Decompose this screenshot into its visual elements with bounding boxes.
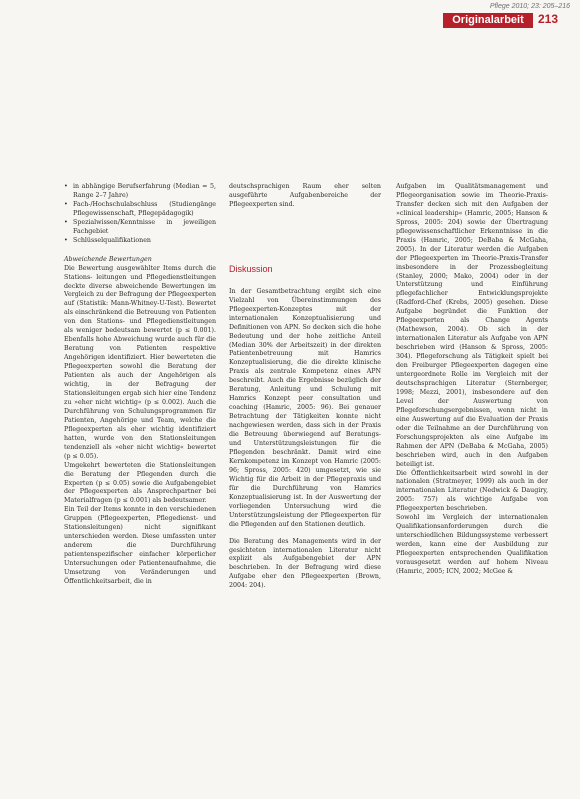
subheading-abweichende-bewertungen: Abweichende Bewertungen — [64, 255, 152, 263]
section-heading-diskussion: Diskussion — [229, 263, 273, 274]
paragraph: Aufgaben im Qualitätsmanagement und Pflegeorganisation sowie im Theorie-Praxis-Transfer decken sich mit den Aufgaben der »clinical leadership« (Hamric, 2005; Hanson & Spross, 2005: 204) sowie der Übertragung pflegewissenschaftlicher Erkenntnisse in die Praxis (Hamric, 2005; DeBaba & McGaha, 2005). In der Literatur werden die Aufgaben der Pflegeexperten im Theorie-Praxis-Transfer insbesondere in der Prozessbegleitung (Stanley, 2000; Mako, 2004) oder in der Unterstützung und Einführung pflegefachlicher Entwicklungsprojekte (Radford-Chef (Krebs, 2005) gesehen. Diese Aufgabe begründet die Funktion der Pflegeexperten als Change Agents (Mathewson, 2004). Ob sich in der internationalen Literatur als Aufgabe von APN beschrieben wird (Hanson & Spross, 2005: 304). Pflegeforschung als Tätigkeit spielt bei den Freiburger Pflegeexperten dagegen eine untergeordnete Rolle im Vergleich mit der deutschsprachigen Literatur (Sternberger, 1998; Mezzi, 2001), insbesondere auf den Level der Auswertung von Pflegeforschungsergebnissen, wenn nicht in eine Auswertung auf die Evaluation der Praxis oder die Teilnahme an der Durchführung von Forschungsprojekten als eine Aufgabe im Rahmen der APN (DeBaba & McGaha, 2005) beschrieben wird, auch in den Aufgaben beteiligt ist. — [396, 183, 548, 468]
paragraph: Umgekehrt bewerteten die Stationsleitungen die Beratung der Pflegenden durch die Experten (p ≤ 0.05) sowie die Aufgabengebiet der Pflegeexperten als Ansprechpartner bei Materialfragen (p ≤ 0.001) als bedeutsamer. — [64, 461, 216, 505]
paragraph: deutschsprachigen Raum eher selten ausgeführte Aufgabenbereiche der Pflegeexperten sind. — [229, 183, 381, 208]
paragraph: Die Öffentlichkeitsarbeit wird sowohl in der nationalen (Stratmeyer, 1999) als auch in der internationalen Literatur (Nedwick & Daugiry, 2005: 757) als wichtige Aufgabe von Pflegeexperten beschrieben. — [396, 469, 548, 513]
section-label: Originalarbeit — [452, 14, 524, 26]
column-middle — [229, 183, 381, 591]
paragraph: In der Gesamtbetrachtung ergibt sich eine Vielzahl von Übereinstimmungen des Pflegeexperten-Konzeptes mit der internationalen Konzeptualisierung und Definitionen von APN. So decken sich die hohe Bedeutung und der hohe zeitliche Anteil (Median 30% der Arbeitszeit) in der direkten Patientenbetreuung mit Hamrics Konzeptualisierung, die die direkte klinische Praxis als zentrale Kompetenz eines APN beschreibt. Auch die Ergebnisse bezüglich der Beratung, Anleitung und Schulung mit Hamrics Konzept peer consultation und coaching (Hamric, 2005: 96). Bei genauer Betrachtung der Tätigkeiten konnte nicht nachgewiesen werden, dass sich in der Praxis die Betreuung überwiegend auf Beratungs- und Unterstützungsleistungen für die Pflegenden beschränkt. Damit wird eine Kernkompetenz im Konzept von Hamric (2005: 96; Spross, 2005: 420) umgesetzt, wie sie Wichtig für die Arbeit in der Pflegepraxis und für die Durchführung von Hamrics Konzeptualisierung ist. In der Auswertung der vorliegenden Untersuchung wird die Unterstützungsleistung der Pflegeexperten für die Pflegenden auf den Stationen deutlich. — [229, 287, 381, 528]
paragraph: Die Bewertung ausgewählter Items durch die Stations- leitungen und Pflegedienstleitungen deckte diverse abweichende Bewertungen im Vergleich zu der Befragung der Pflegeexperten auf (Statistik: Mann-Whitney-U-Test). Bewertet als einschränkend die Betreuung von Patienten von den Stations- und Pflegedienstleitungen als weniger bedeutsam bewertet (p ≤ 0.001). Ebenfalls hohe Abweichung wurde auch für die Beratung von Patienten respektive Angehörigen identifiziert. Hier bewerteten die Pflegeexperten sowohl die Beratung der Patienten als auch der Angehörigen als wichtig, in der Befragung der Stationsleitungen ergab sich hier eine Tendenz zu »eher nicht wichtig« (p ≤ 0.002). Auch die Durchführung von Schulungsprogrammen für Patienten, Angehörige und Team, welche die Pflegeexperten als eher wichtig identifiziert hatten, wurde von den Stationsleitungen tendenziell als »eher nicht wichtig« bewertet (p ≤ 0.05). — [64, 264, 216, 460]
column-left — [64, 183, 216, 587]
list-item: • Fach-/Hochschulabschluss (Studiengänge Pflegewissenschaft, Pflegepädagogik) — [73, 201, 216, 219]
journal-reference: Pflege 2010; 23: 205–216 — [489, 3, 570, 10]
column-right — [396, 183, 548, 577]
list-item: • Spezialwissen/Kenntnisse in jeweiligen Fachgebiet — [73, 219, 216, 237]
list-item: • Schlüsselqualifikationen — [73, 237, 216, 246]
page-number: 213 — [538, 12, 559, 26]
paragraph: Die Beratung des Managements wird in der gesichteten internationalen Literatur nicht explizit als Aufgabengebiet der APN beschrieben. In der Befragung wird diese Aufgabe eher den Pflegeexperten (Brown, 2004: 204). — [229, 537, 381, 590]
paragraph: Sowohl im Vergleich der internationalen Qualifikationsanforderungen durch die unterschiedlichen Bildungssysteme verbessert werden, kann eine der Ausbildung zur Pflegeexperten entsprechenden Qualifikation vorausgesetzt werden auf hohem Niveau (Hamric, 2005; ICN, 2002; McGee & — [396, 514, 548, 575]
paragraph: Ein Teil der Items konnte in den verschiedenen Gruppen (Pflegeexperten, Pflegedienst- und Stationsleitungen) nicht signifikant unterschieden werden. Diese umfassten unter anderem die Durchführung patientenspezifischer einfacher körperlicher Untersuchungen oder Patientenaufnahme, die Umsetzung von Veränderungen und Öffentlichkeitsarbeit, die in — [64, 506, 216, 585]
qualification-list — [64, 183, 216, 246]
list-item: • in abhängige Berufserfahrung (Median = 5, Range 2–7 Jahre) — [73, 183, 216, 201]
